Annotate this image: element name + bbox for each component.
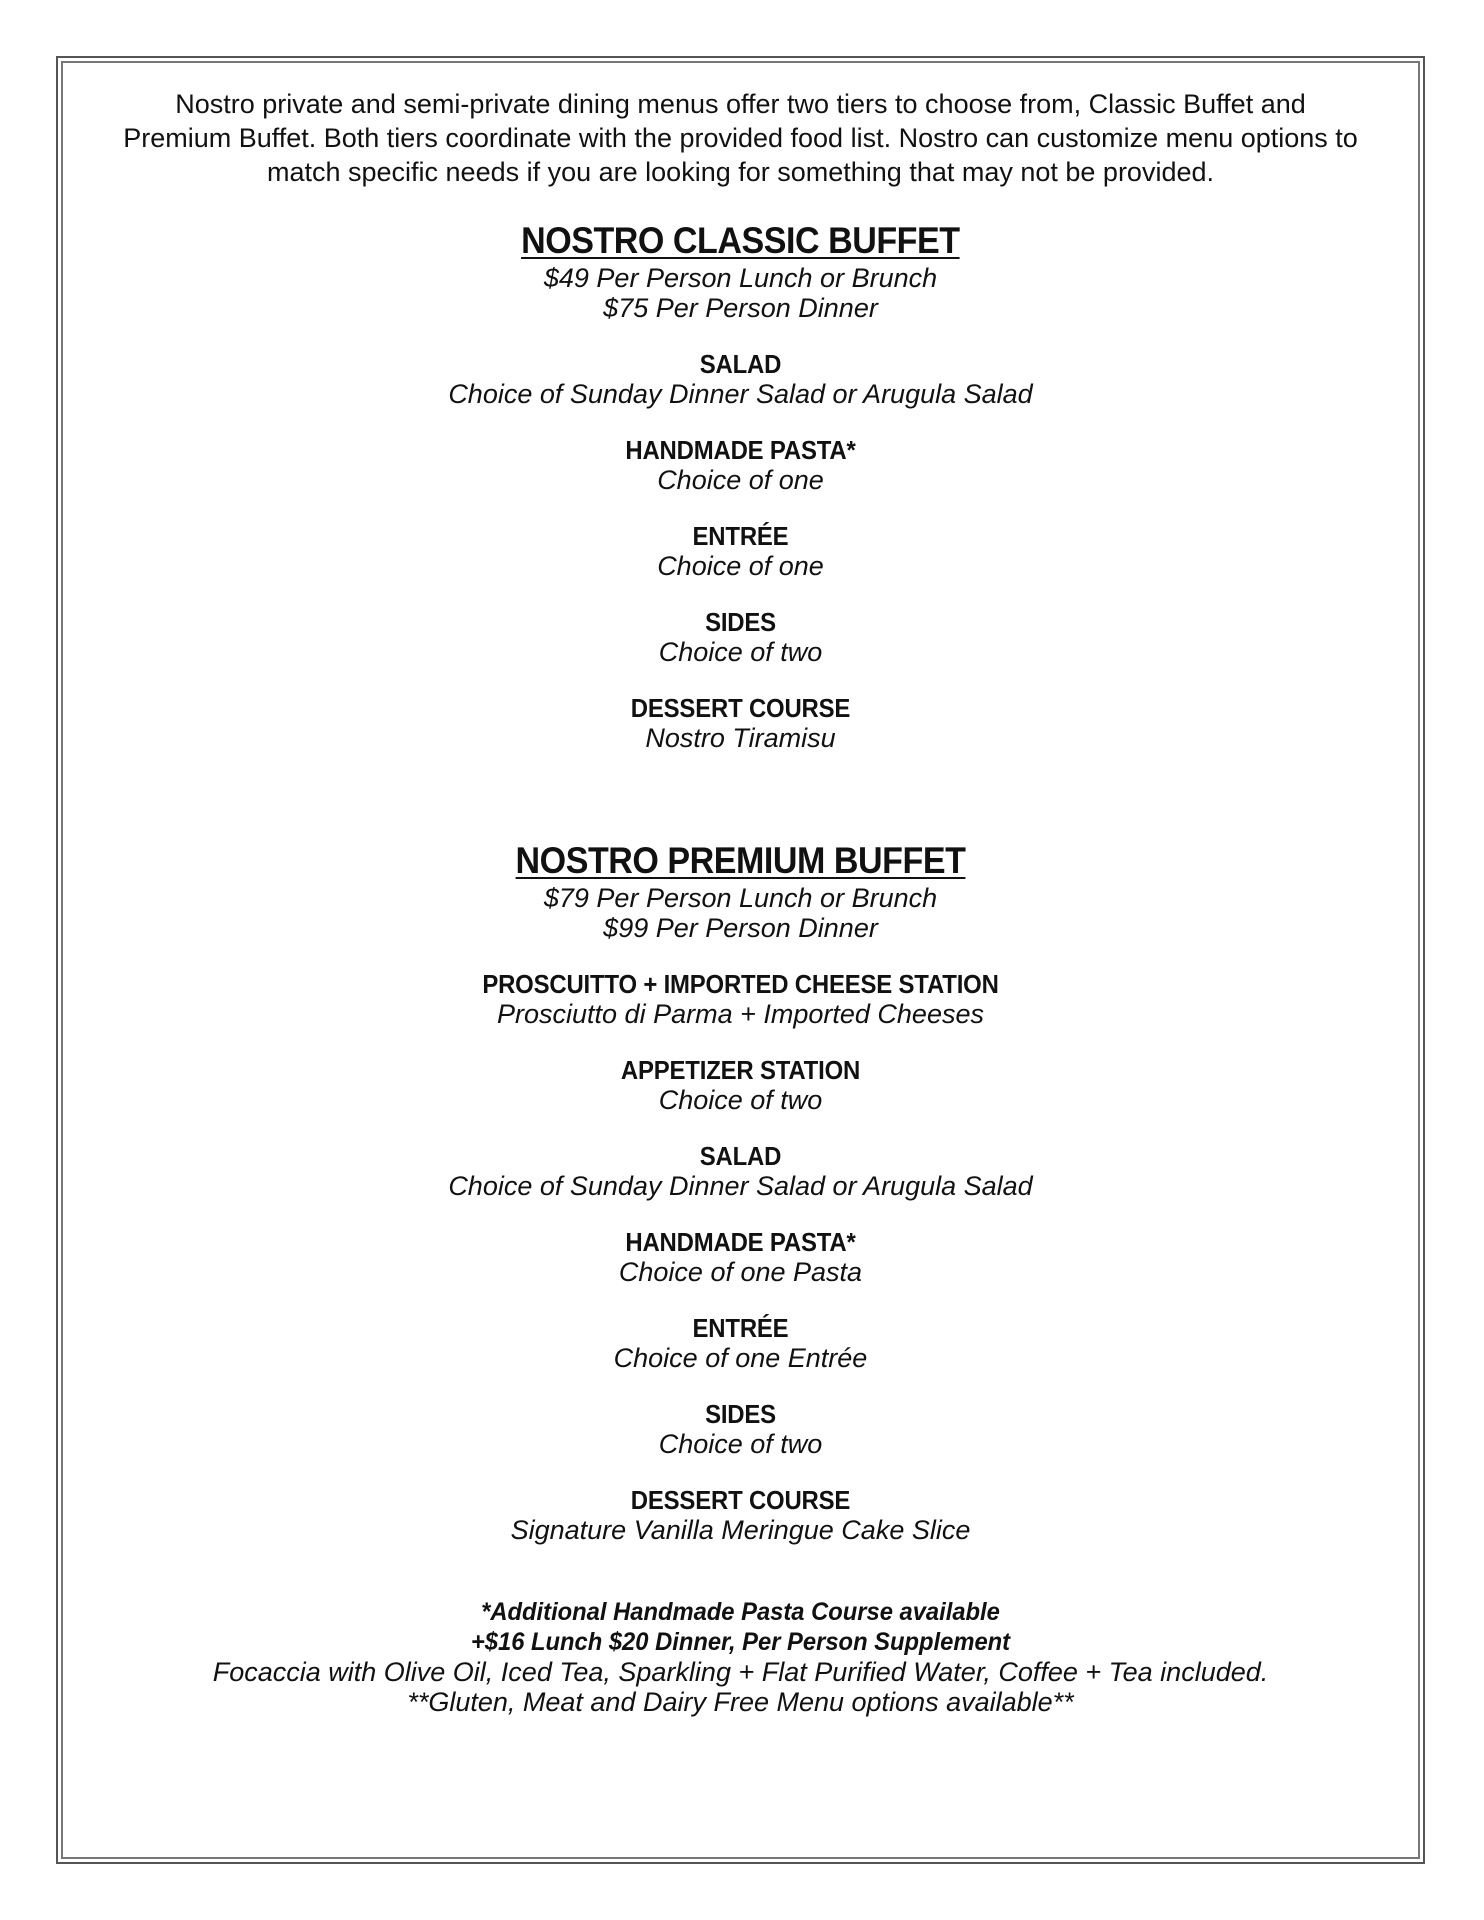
course-desc: Choice of two <box>658 1085 823 1115</box>
course-desc: Choice of one <box>657 551 824 581</box>
course-desc: Signature Vanilla Meringue Cake Slice <box>510 1515 971 1545</box>
premium-course-appetizer <box>61 1055 1420 1115</box>
premium-course-cheese-station <box>61 969 1420 1029</box>
classic-price-dinner: $75 Per Person Dinner <box>603 293 878 323</box>
classic-price-lunch: $49 Per Person Lunch or Brunch <box>543 263 938 293</box>
pasta-supplement-note: *Additional Handmade Pasta Course available <box>481 1598 1000 1626</box>
premium-course-dessert <box>61 1485 1420 1545</box>
classic-buffet-section <box>61 221 1420 753</box>
classic-buffet-title: NOSTRO CLASSIC BUFFET <box>521 220 960 261</box>
course-name: SALAD <box>699 1141 782 1171</box>
premium-price-dinner: $99 Per Person Dinner <box>603 913 878 943</box>
course-desc: Choice of two <box>658 637 823 667</box>
premium-course-sides <box>61 1399 1420 1459</box>
course-name: PROSCUITTO + IMPORTED CHEESE STATION <box>482 969 999 999</box>
course-desc: Choice of one <box>657 465 824 495</box>
classic-course-pasta <box>61 435 1420 495</box>
course-name: HANDMADE PASTA* <box>625 435 856 465</box>
course-desc: Nostro Tiramisu <box>645 723 836 753</box>
included-items-note: Focaccia with Olive Oil, Iced Tea, Sparkling + Flat Purified Water, Coffee + Tea included. <box>212 1657 1269 1687</box>
course-desc: Choice of one Entrée <box>613 1343 868 1373</box>
course-name: APPETIZER STATION <box>620 1055 861 1085</box>
course-desc: Choice of Sunday Dinner Salad or Arugula Salad <box>448 379 1033 409</box>
premium-buffet-title: NOSTRO PREMIUM BUFFET <box>515 840 966 881</box>
course-name: SALAD <box>699 349 782 379</box>
course-desc: Choice of Sunday Dinner Salad or Arugula Salad <box>448 1171 1033 1201</box>
course-desc: Prosciutto di Parma + Imported Cheeses <box>497 999 984 1029</box>
premium-course-entree <box>61 1313 1420 1373</box>
classic-course-dessert <box>61 693 1420 753</box>
course-name: HANDMADE PASTA* <box>625 1227 856 1257</box>
course-name: ENTRÉE <box>692 1313 789 1343</box>
premium-course-pasta <box>61 1227 1420 1287</box>
course-name: DESSERT COURSE <box>630 693 851 723</box>
course-desc: Choice of one Pasta <box>618 1257 863 1287</box>
footer-notes <box>61 1597 1420 1717</box>
classic-course-sides <box>61 607 1420 667</box>
classic-course-entree <box>61 521 1420 581</box>
menu-document <box>61 61 1420 1717</box>
classic-course-salad <box>61 349 1420 409</box>
course-desc: Choice of two <box>658 1429 823 1459</box>
premium-course-salad <box>61 1141 1420 1201</box>
dietary-options-note: **Gluten, Meat and Dairy Free Menu options available** <box>407 1687 1074 1717</box>
pasta-supplement-price: +$16 Lunch $20 Dinner, Per Person Supplement <box>470 1628 1011 1656</box>
premium-buffet-section <box>61 841 1420 1545</box>
intro-paragraph: Nostro private and semi-private dining menus offer two tiers to choose from, Classic Buffet and Premium Buffet. Both tiers coordinate with the provided food list. Nostro can customize menu options to match specific needs if you are looking for something that may not be provided. <box>123 89 1358 187</box>
course-name: DESSERT COURSE <box>630 1485 851 1515</box>
premium-price-lunch: $79 Per Person Lunch or Brunch <box>543 883 938 913</box>
course-name: SIDES <box>705 1399 776 1429</box>
course-name: SIDES <box>705 607 776 637</box>
course-name: ENTRÉE <box>692 521 789 551</box>
